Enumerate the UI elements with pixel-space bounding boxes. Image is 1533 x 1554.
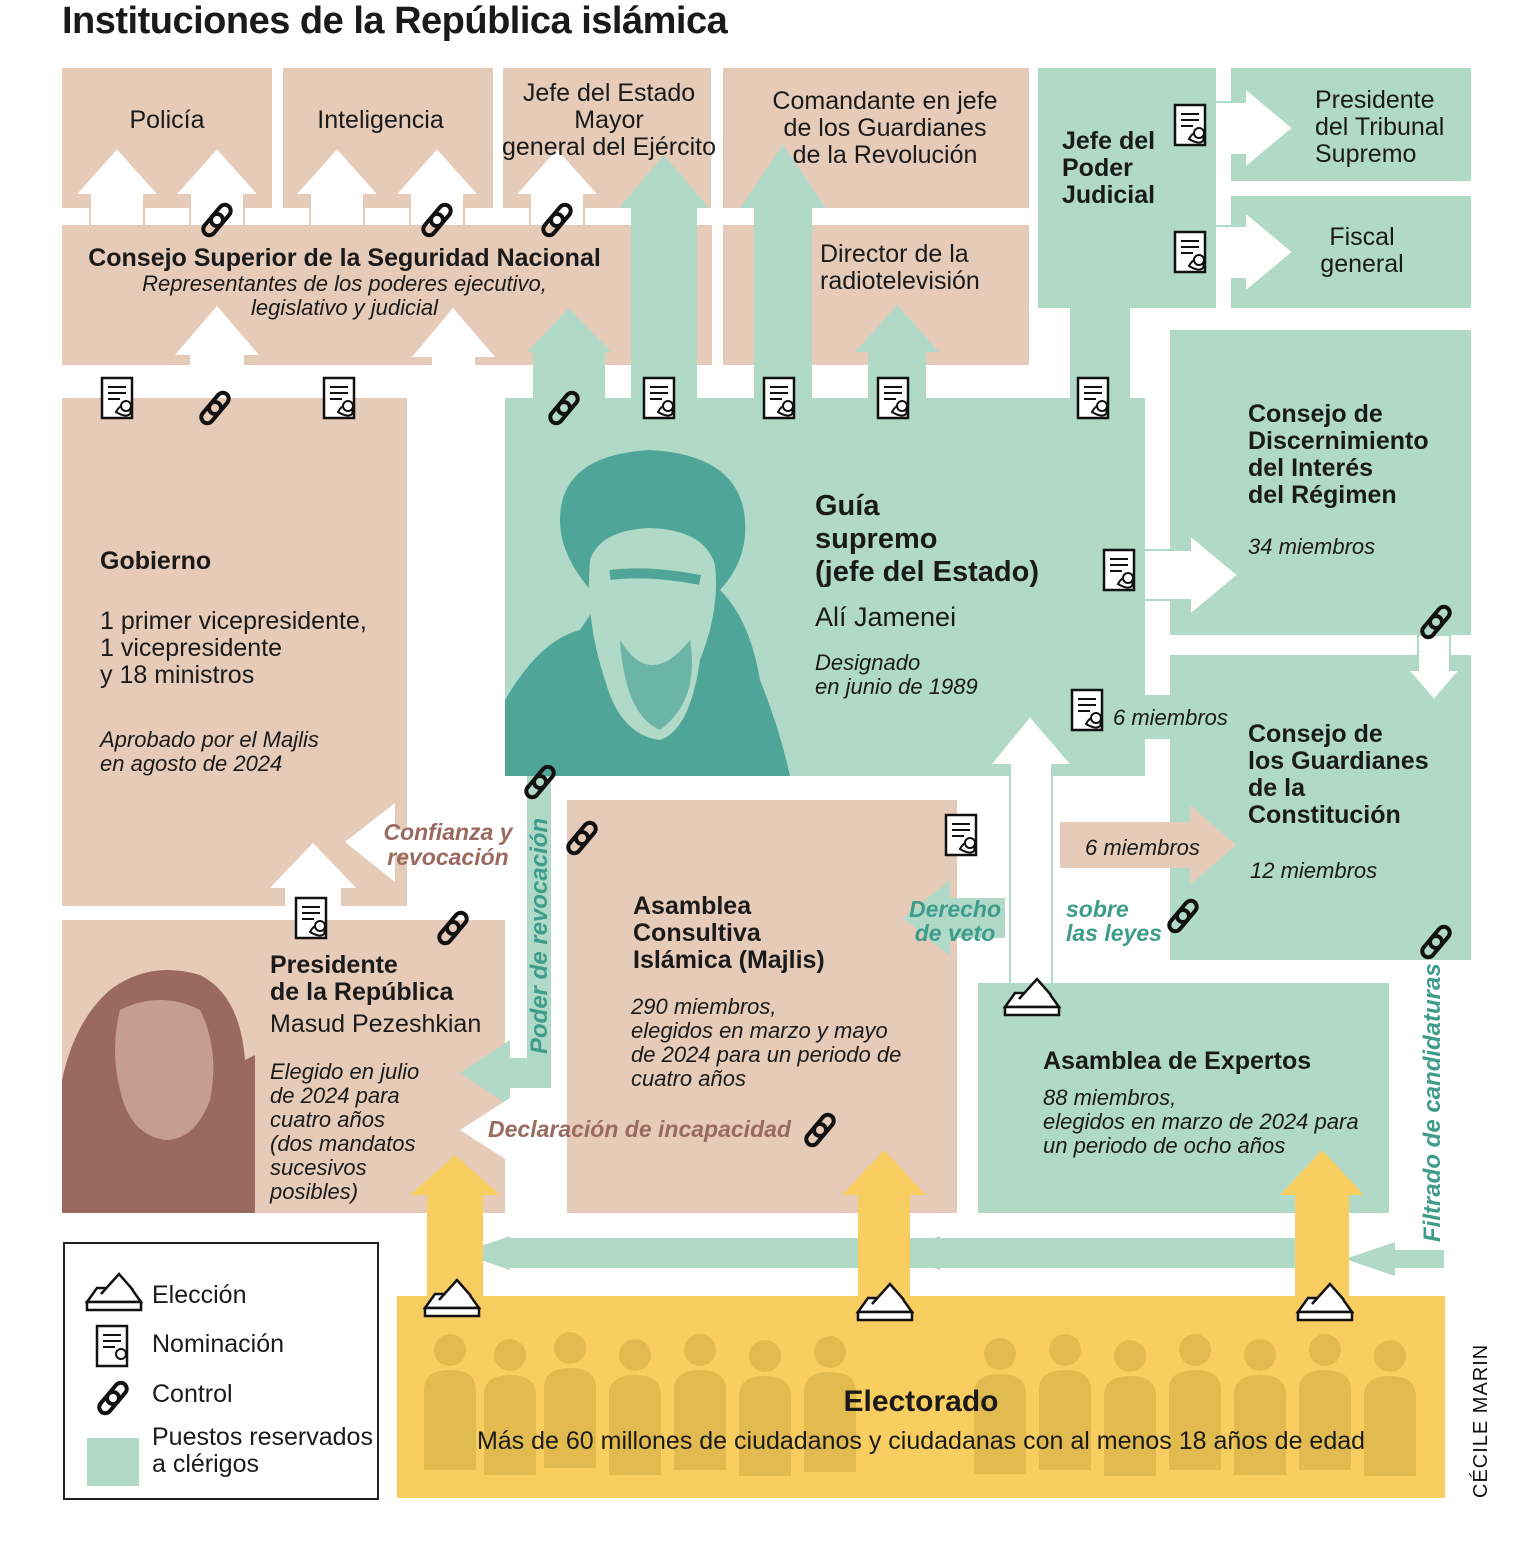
legend <box>63 1242 379 1500</box>
presidente-note: Elegido en julio de 2024 para cuatro años (dos mandatos sucesivos posibles) <box>270 1059 420 1204</box>
gobierno-note: Aprobado por el Majlis en agosto de 2024 <box>100 727 319 776</box>
sobre-leyes-label: sobre las leyes <box>1066 896 1162 946</box>
consejo-discernimiento-members: 34 miembros <box>1248 534 1376 559</box>
legend-control: Control <box>152 1380 233 1408</box>
presidente-title: Presidente de la República <box>270 951 454 1006</box>
guia-note: Designado en junio de 1989 <box>815 650 978 699</box>
jefe-judicial-label: Jefe del Poder Judicial <box>1062 127 1156 209</box>
majlis-note: 290 miembros, elegidos en marzo y mayo de 2024 para un periodo de cuatro años <box>631 994 902 1091</box>
chain-icon <box>97 1380 129 1415</box>
presidente-tribunal-label: Presidente del Tribunal Supremo <box>1315 86 1445 168</box>
legend-icons <box>83 1258 153 1508</box>
document-icon <box>97 1326 127 1366</box>
legend-eleccion: Elección <box>152 1281 247 1309</box>
declaracion-label: Declaración de incapacidad <box>488 1116 791 1142</box>
pezeshkian-portrait <box>62 970 255 1213</box>
consejo-seguridad-text: Consejo Superior de la Seguridad Nacional Representantes de los poderes ejecutivo, legislativo y judicial <box>88 244 601 320</box>
gobierno-title: Gobierno <box>100 547 212 575</box>
estado-mayor-label: Jefe del Estado Mayor general del Ejército <box>501 79 716 161</box>
majlis-title: Asamblea Consultiva Islámica (Majlis) <box>633 892 825 974</box>
filtrado-label: Filtrado de candidaturas <box>1419 963 1446 1242</box>
credit: CÉCILE MARIN <box>1470 1343 1492 1498</box>
electorado-title: Electorado <box>843 1385 999 1418</box>
seis-miembros-label-1: 6 miembros <box>1113 705 1228 730</box>
poder-revocacion-label: Poder de revocación <box>526 817 553 1054</box>
guia-title: Guía supremo (jefe del Estado) <box>815 490 1039 588</box>
fiscal-label: Fiscal general <box>1320 223 1404 278</box>
legend-nominacion: Nominación <box>152 1330 285 1358</box>
policia-label: Policía <box>129 106 205 134</box>
inteligencia-label: Inteligencia <box>317 106 444 134</box>
director-radio-label: Director de la radiotelevisión <box>820 240 980 295</box>
ballot-icon <box>87 1274 141 1310</box>
presidente-name: Masud Pezeshkian <box>270 1010 482 1038</box>
expertos-note: 88 miembros, elegidos en marzo de 2024 para un periodo de ocho años <box>1043 1085 1359 1158</box>
jamenei-portrait <box>505 450 790 776</box>
legend-clerigos: Puestos reservados a clérigos <box>152 1423 373 1478</box>
gobierno-body: 1 primer vicepresidente, 1 vicepresidente y 18 ministros <box>100 607 367 689</box>
comandante-label: Comandante en jefe de los Guardianes de la Revolución <box>772 87 998 169</box>
derecho-veto-label: Derecho de veto <box>908 896 1002 946</box>
guia-name: Alí Jamenei <box>815 602 957 632</box>
expertos-title: Asamblea de Expertos <box>1043 1047 1312 1075</box>
page-title: Instituciones de la República islámica <box>62 0 728 42</box>
green-swatch <box>87 1438 139 1486</box>
confianza-label: Confianza y revocación <box>383 819 513 870</box>
consejo-discernimiento-title: Consejo de Discernimiento del Interés del Régimen <box>1248 400 1429 509</box>
consejo-guardianes-title: Consejo de los Guardianes de la Constitución <box>1248 720 1429 829</box>
consejo-guardianes-members: 12 miembros <box>1250 858 1378 883</box>
seis-miembros-label-2: 6 miembros <box>1085 835 1200 860</box>
electorado-subtitle: Más de 60 millones de ciudadanos y ciudadanas con al menos 18 años de edad <box>476 1427 1366 1455</box>
